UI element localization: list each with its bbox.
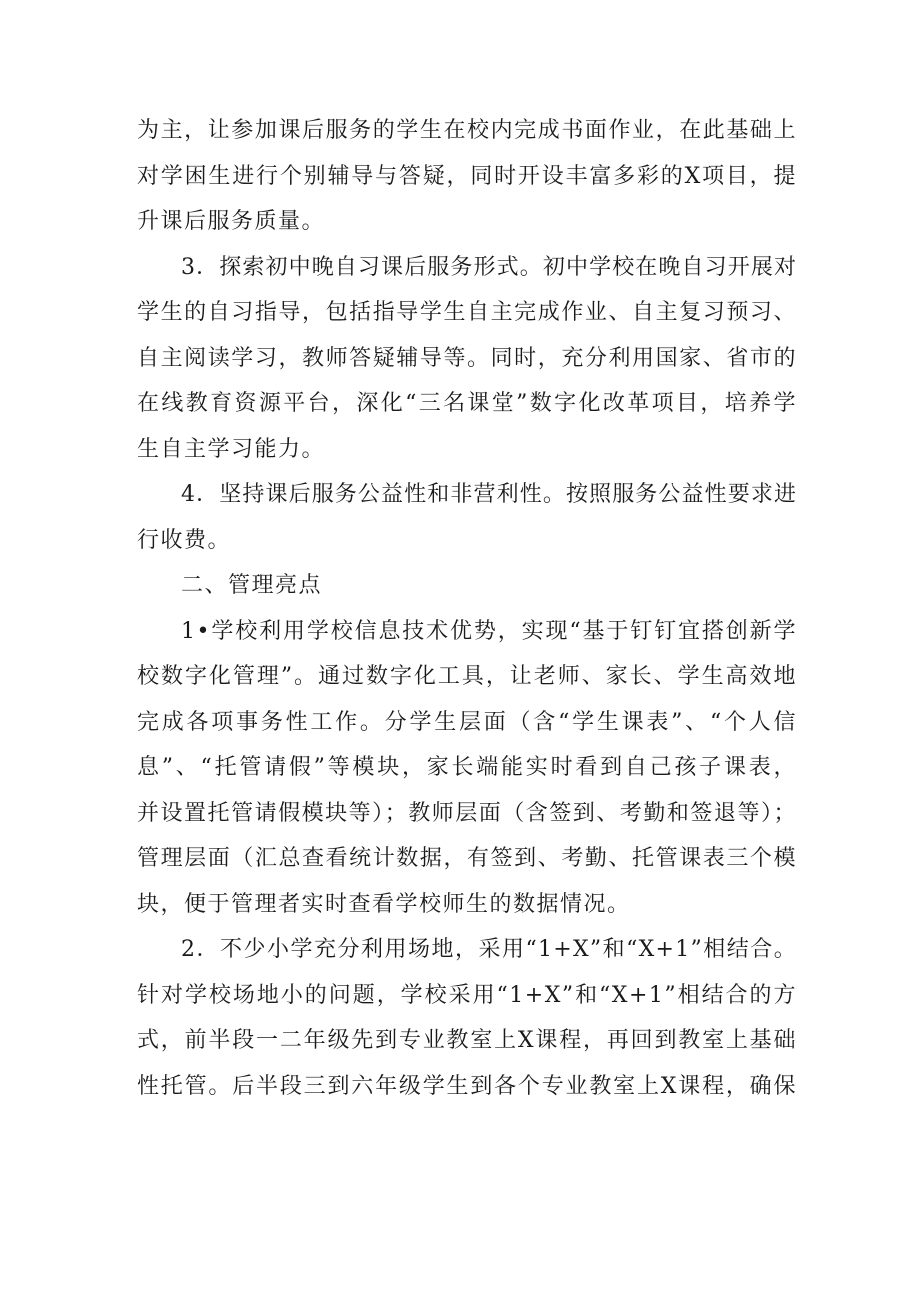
- paragraph-line: 并设置托管请假模块等）；教师层面（含签到、考勤和签退等）；: [137, 800, 797, 826]
- paragraph-line: 1•学校利用学校信息技术优势，实现“基于钉钉宜搭创新学: [181, 618, 797, 644]
- paragraph-line: 针对学校场地小的问题，学校采用“1+X”和“X+1”相结合的方: [137, 982, 797, 1008]
- paragraph-line: 升课后服务质量。: [137, 209, 326, 234]
- paragraph-line: 校数字化管理”。通过数字化工具，让老师、家长、学生高效地: [137, 664, 797, 689]
- paragraph-line: 息”、“托管请假”等模块，家长端能实时看到自己孩子课表，: [137, 755, 797, 780]
- paragraph-line: 式，前半段一二年级先到专业教室上X课程，再回到教室上基础: [137, 1028, 797, 1053]
- paragraph-line: 4．坚持课后服务公益性和非营利性。按照服务公益性要求进: [181, 482, 797, 507]
- paragraph-line: 完成各项事务性工作。分学生层面（含“学生课表”、“个人信: [137, 709, 797, 735]
- paragraph-line: 对学困生进行个别辅导与答疑，同时开设丰富多彩的X项目，提: [137, 163, 797, 189]
- paragraph-line: 自主阅读学习，教师答疑辅导等。同时，充分利用国家、省市的: [137, 345, 797, 371]
- paragraph-line: 为主，让参加课后服务的学生在校内完成书面作业，在此基础上: [137, 118, 797, 143]
- paragraph-line: 2．不少小学充分利用场地，采用“1+X”和“X+1”相结合。: [181, 937, 797, 962]
- document-body: [137, 108, 797, 1109]
- paragraph-line: 在线教育资源平台，深化“三名课堂”数字化改革项目，培养学: [137, 391, 797, 416]
- paragraph-line: 学生的自习指导，包括指导学生自主完成作业、自主复习预习、: [137, 300, 797, 325]
- paragraph-line: 管理层面（汇总查看统计数据，有签到、考勤、托管课表三个模: [137, 846, 797, 871]
- section-heading: 二、管理亮点: [181, 573, 323, 598]
- paragraph-line: 行收费。: [137, 527, 232, 553]
- paragraph-line: 生自主学习能力。: [137, 436, 326, 462]
- paragraph-line: 块，便于管理者实时查看学校师生的数据情况。: [137, 891, 631, 917]
- paragraph-line: 3．探索初中晚自习课后服务形式。初中学校在晚自习开展对: [181, 254, 797, 280]
- paragraph-line: 性托管。后半段三到六年级学生到各个专业教室上X课程，确保: [137, 1073, 797, 1099]
